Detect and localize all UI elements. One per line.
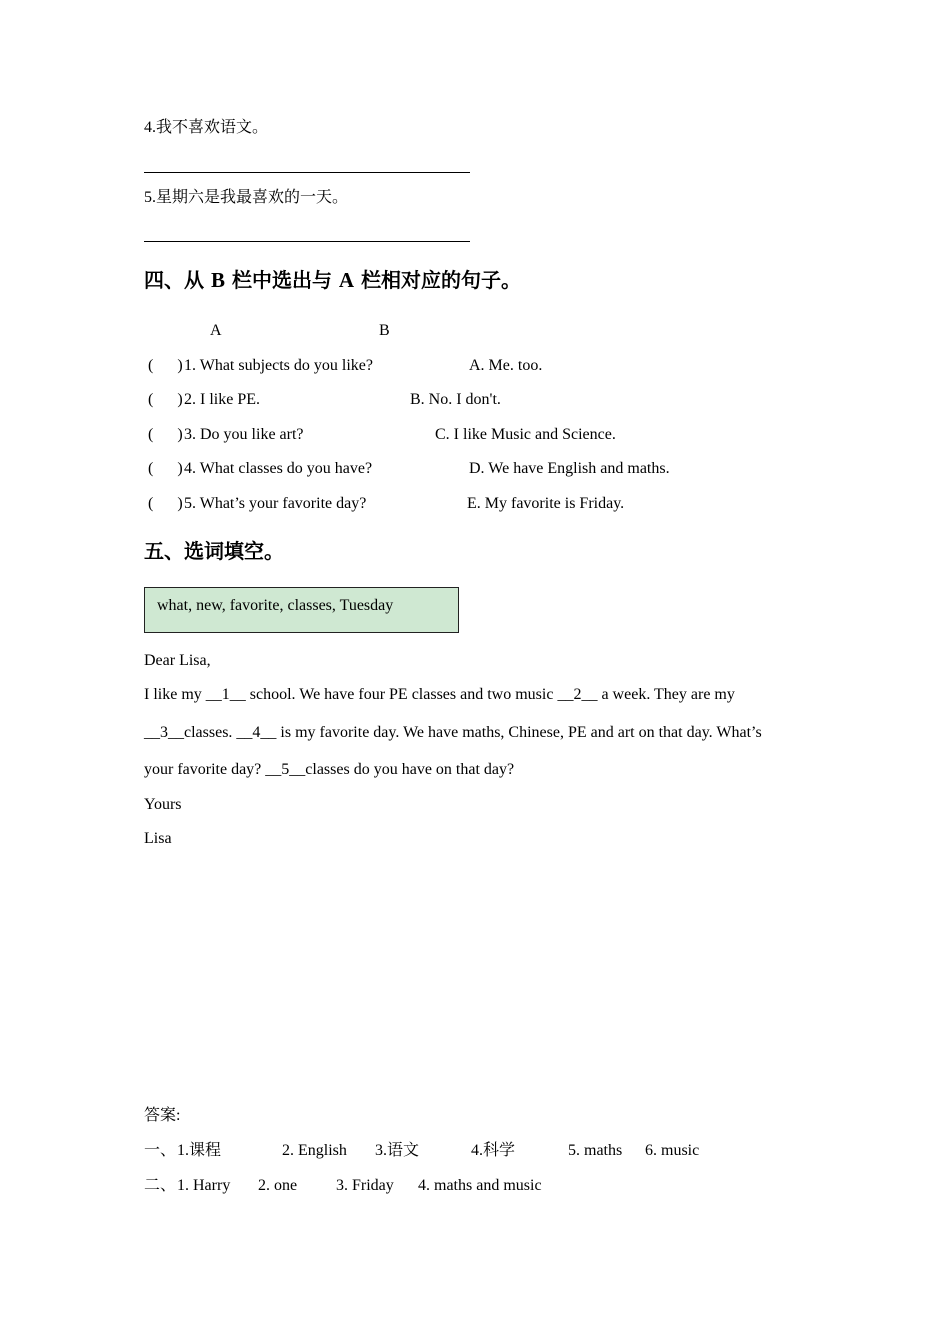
translation-item-5 — [144, 190, 348, 206]
answer-item: 2. English — [282, 1142, 347, 1159]
answer-item: 4.科学 — [471, 1142, 516, 1159]
row-prefix: 二、 — [144, 1177, 177, 1194]
question-text: 5. What’s your favorite day? — [184, 495, 367, 512]
answer-item: 5. maths — [568, 1142, 623, 1159]
question-text: 3. Do you like art? — [184, 426, 304, 443]
item-text: 我不喜欢语文。 — [156, 119, 269, 136]
option-text: C. I like Music and Science. — [435, 426, 616, 443]
question-text: 2. I like PE. — [184, 391, 260, 408]
answer-item: 3.语文 — [375, 1142, 420, 1159]
answer-key-label: 答案: — [144, 1107, 181, 1124]
answer-blank[interactable]: ( ) — [148, 357, 183, 374]
option-text: A. Me. too. — [469, 357, 543, 374]
section-5-title: 五、选词填空。 — [144, 539, 284, 563]
letter-greeting: Dear Lisa, — [144, 652, 211, 669]
letter-signature: Lisa — [144, 830, 172, 847]
section-4-title: 四、从 B 栏中选出与 A 栏相对应的句子。 — [144, 268, 522, 292]
column-a-header: A — [210, 322, 222, 339]
letter-line-2: __3__classes. __4__ is my favorite day. We have maths, Chinese, PE and art on that day. What’s — [144, 724, 762, 741]
answer-item: 4. maths and music — [418, 1177, 542, 1194]
item-number: 4. — [144, 119, 156, 136]
answer-item: 6. music — [645, 1142, 700, 1159]
option-text: E. My favorite is Friday. — [467, 495, 625, 512]
letter-line-3: your favorite day? __5__classes do you have on that day? — [144, 761, 515, 778]
letter-closing: Yours — [144, 796, 182, 813]
answer-blank[interactable]: ( ) — [148, 460, 183, 477]
answer-blank[interactable]: ( ) — [148, 426, 183, 443]
option-text: D. We have English and maths. — [469, 460, 670, 477]
column-b-header: B — [379, 322, 390, 339]
letter-line-1: I like my __1__ school. We have four PE classes and two music __2__ a week. They are my — [144, 686, 735, 703]
item-text: 星期六是我最喜欢的一天。 — [156, 189, 349, 206]
answer-blank[interactable]: ( ) — [148, 495, 183, 512]
translation-item-4 — [144, 120, 268, 136]
word-bank-box — [144, 587, 459, 633]
word-bank-text: what, new, favorite, classes, Tuesday — [157, 597, 394, 614]
answer-blank[interactable]: ( ) — [148, 391, 183, 408]
answer-line-5[interactable] — [144, 241, 470, 242]
question-text: 1. What subjects do you like? — [184, 357, 373, 374]
answer-line-4[interactable] — [144, 172, 470, 173]
answer-item: 2. one — [258, 1177, 298, 1194]
answer-item: 1. Harry — [177, 1177, 231, 1194]
option-text: B. No. I don't. — [410, 391, 501, 408]
answer-item: 1.课程 — [177, 1142, 222, 1159]
row-prefix: 一、 — [144, 1142, 177, 1159]
item-number: 5. — [144, 189, 156, 206]
question-text: 4. What classes do you have? — [184, 460, 373, 477]
answer-item: 3. Friday — [336, 1177, 394, 1194]
